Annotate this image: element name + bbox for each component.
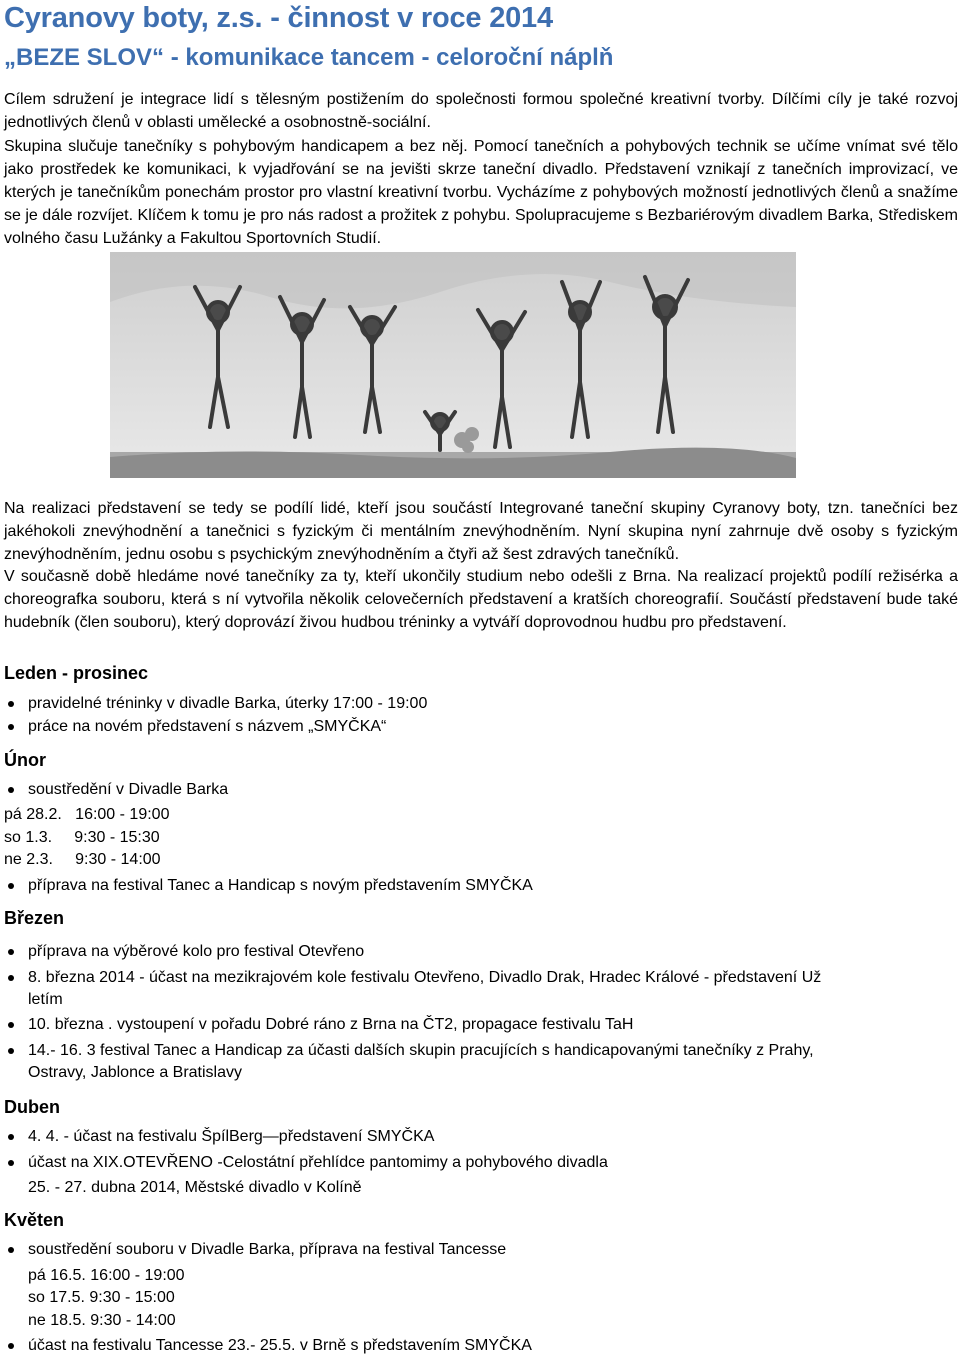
intro-paragraph-1: Cílem sdružení je integrace lidí s tělesným postižením do společnosti formou společné kreativní tvorby. Dílčími cíly je také rozvoj jednotlivých členů v oblasti umělecké a osobnostně-sociální. (4, 91, 958, 131)
schedule-time: so 17.5. 9:30 - 15:00 (28, 1289, 175, 1306)
list-item: soustředění souboru v Divadle Barka, příprava na festival Tancesse (28, 1238, 858, 1261)
list-item: příprava na výběrové kolo pro festival Otevřeno (28, 940, 858, 963)
list-item: 14.- 16. 3 festival Tanec a Handicap za účasti dalších skupin pracujících s handicapovanými tanečníky z Prahy, (28, 1039, 858, 1062)
list-item-continuation: letím (28, 991, 63, 1008)
list-item: 4. 4. - účast na festivalu ŠpílBerg—představení SMYČKA (28, 1125, 858, 1148)
dancers-jumping-photo (110, 252, 796, 478)
body-paragraph-1: Na realizaci představení se tedy se podílí lidé, kteří jsou součástí Integrované taneční skupiny Cyranovy boty, tzn. tanečníci bez jakéhokoli znevýhodnění a tanečnici s fyzickým či mentálním znevýhodněním. Nyní skupina nyní zahrnuje dvě osoby s fyzickým znevýhodněním, jednu osobu s psychickým znevýhodněním a čtyři až šest zdravých tanečníků. (4, 500, 958, 563)
list-item: příprava na festival Tanec a Handicap s novým představením SMYČKA (28, 874, 858, 897)
list-item: práce na novém představení s názvem „SMYČKA“ (28, 715, 858, 738)
list-item: účast na XIX.OTEVŘENO -Celostátní přehlídce pantomimy a pohybového divadla (28, 1151, 858, 1174)
body-paragraph-2: V současně době hledáme nové tanečníky za ty, kteří ukončily studium nebo odešli z Brna. Na realizací projektů podílí režisérka a choreografka souboru, která s ní vytvořila několik celovečerních představení a kratších choreografií. Součástí představení bude také hudebník (člen souboru), který doprovází živou hudbou tréninky a vytváří doprovodnou hudbu pro představení. (4, 568, 958, 631)
schedule-time: so 1.3. 9:30 - 15:30 (4, 829, 160, 846)
section-heading-brezen: Březen (4, 908, 65, 928)
list-item-continuation: Ostravy, Jablonce a Bratislavy (28, 1064, 243, 1081)
list-item: 10. března . vystoupení v pořadu Dobré ráno z Brna na ČT2, propagace festivalu TaH (28, 1013, 858, 1036)
section-heading-duben: Duben (4, 1097, 60, 1117)
section-heading-kveten: Květen (4, 1210, 65, 1230)
list-item: soustředění v Divadle Barka (28, 778, 858, 801)
list-item: 8. března 2014 - účast na mezikrajovém kole festivalu Otevřeno, Divadlo Drak, Hradec Králové - představení Už (28, 966, 858, 989)
schedule-time: pá 28.2. 16:00 - 19:00 (4, 806, 170, 823)
list-item: účast na festivalu Tancesse 23.- 25.5. v Brně s představením SMYČKA (28, 1334, 858, 1357)
page-title: Cyranovy boty, z.s. - činnost v roce 2014 (4, 2, 553, 34)
section-heading-unor: Únor (4, 750, 46, 770)
schedule-time: ne 2.3. 9:30 - 14:00 (4, 851, 161, 868)
intro-paragraph-2: Skupina slučuje tanečníky s pohybovým handicapem a bez něj. Pomocí tanečních a pohybových technik se učíme vnímat své tělo jako prostředek ke komunikaci, k vyjadřování se na jevišti skrze taneční divadlo. Představení vznikají z tanečních improvizací, ve kterých je tanečníkům ponechám prostor pro vlastní kreativní tvorbu. Vycházíme z pohybových možností jednotlivých členů a snažíme se je dále rozvíjet. Klíčem k tomu je pro nás radost a prožitek z pohybu. Spolupracujeme s Bezbariérovým divadlem Barka, Střediskem volného času Lužánky a Fakultou Sportovních Studií. (4, 138, 958, 247)
page-subtitle: „BEZE SLOV“ - komunikace tancem - celoroční náplň (4, 44, 614, 71)
list-item: pravidelné tréninky v divadle Barka, úterky 17:00 - 19:00 (28, 692, 858, 715)
list-item-continuation: 25. - 27. dubna 2014, Městské divadlo v Kolíně (28, 1179, 362, 1196)
schedule-time: ne 18.5. 9:30 - 14:00 (28, 1312, 176, 1329)
schedule-time: pá 16.5. 16:00 - 19:00 (28, 1267, 185, 1284)
section-heading-leden: Leden - prosinec (4, 663, 149, 683)
